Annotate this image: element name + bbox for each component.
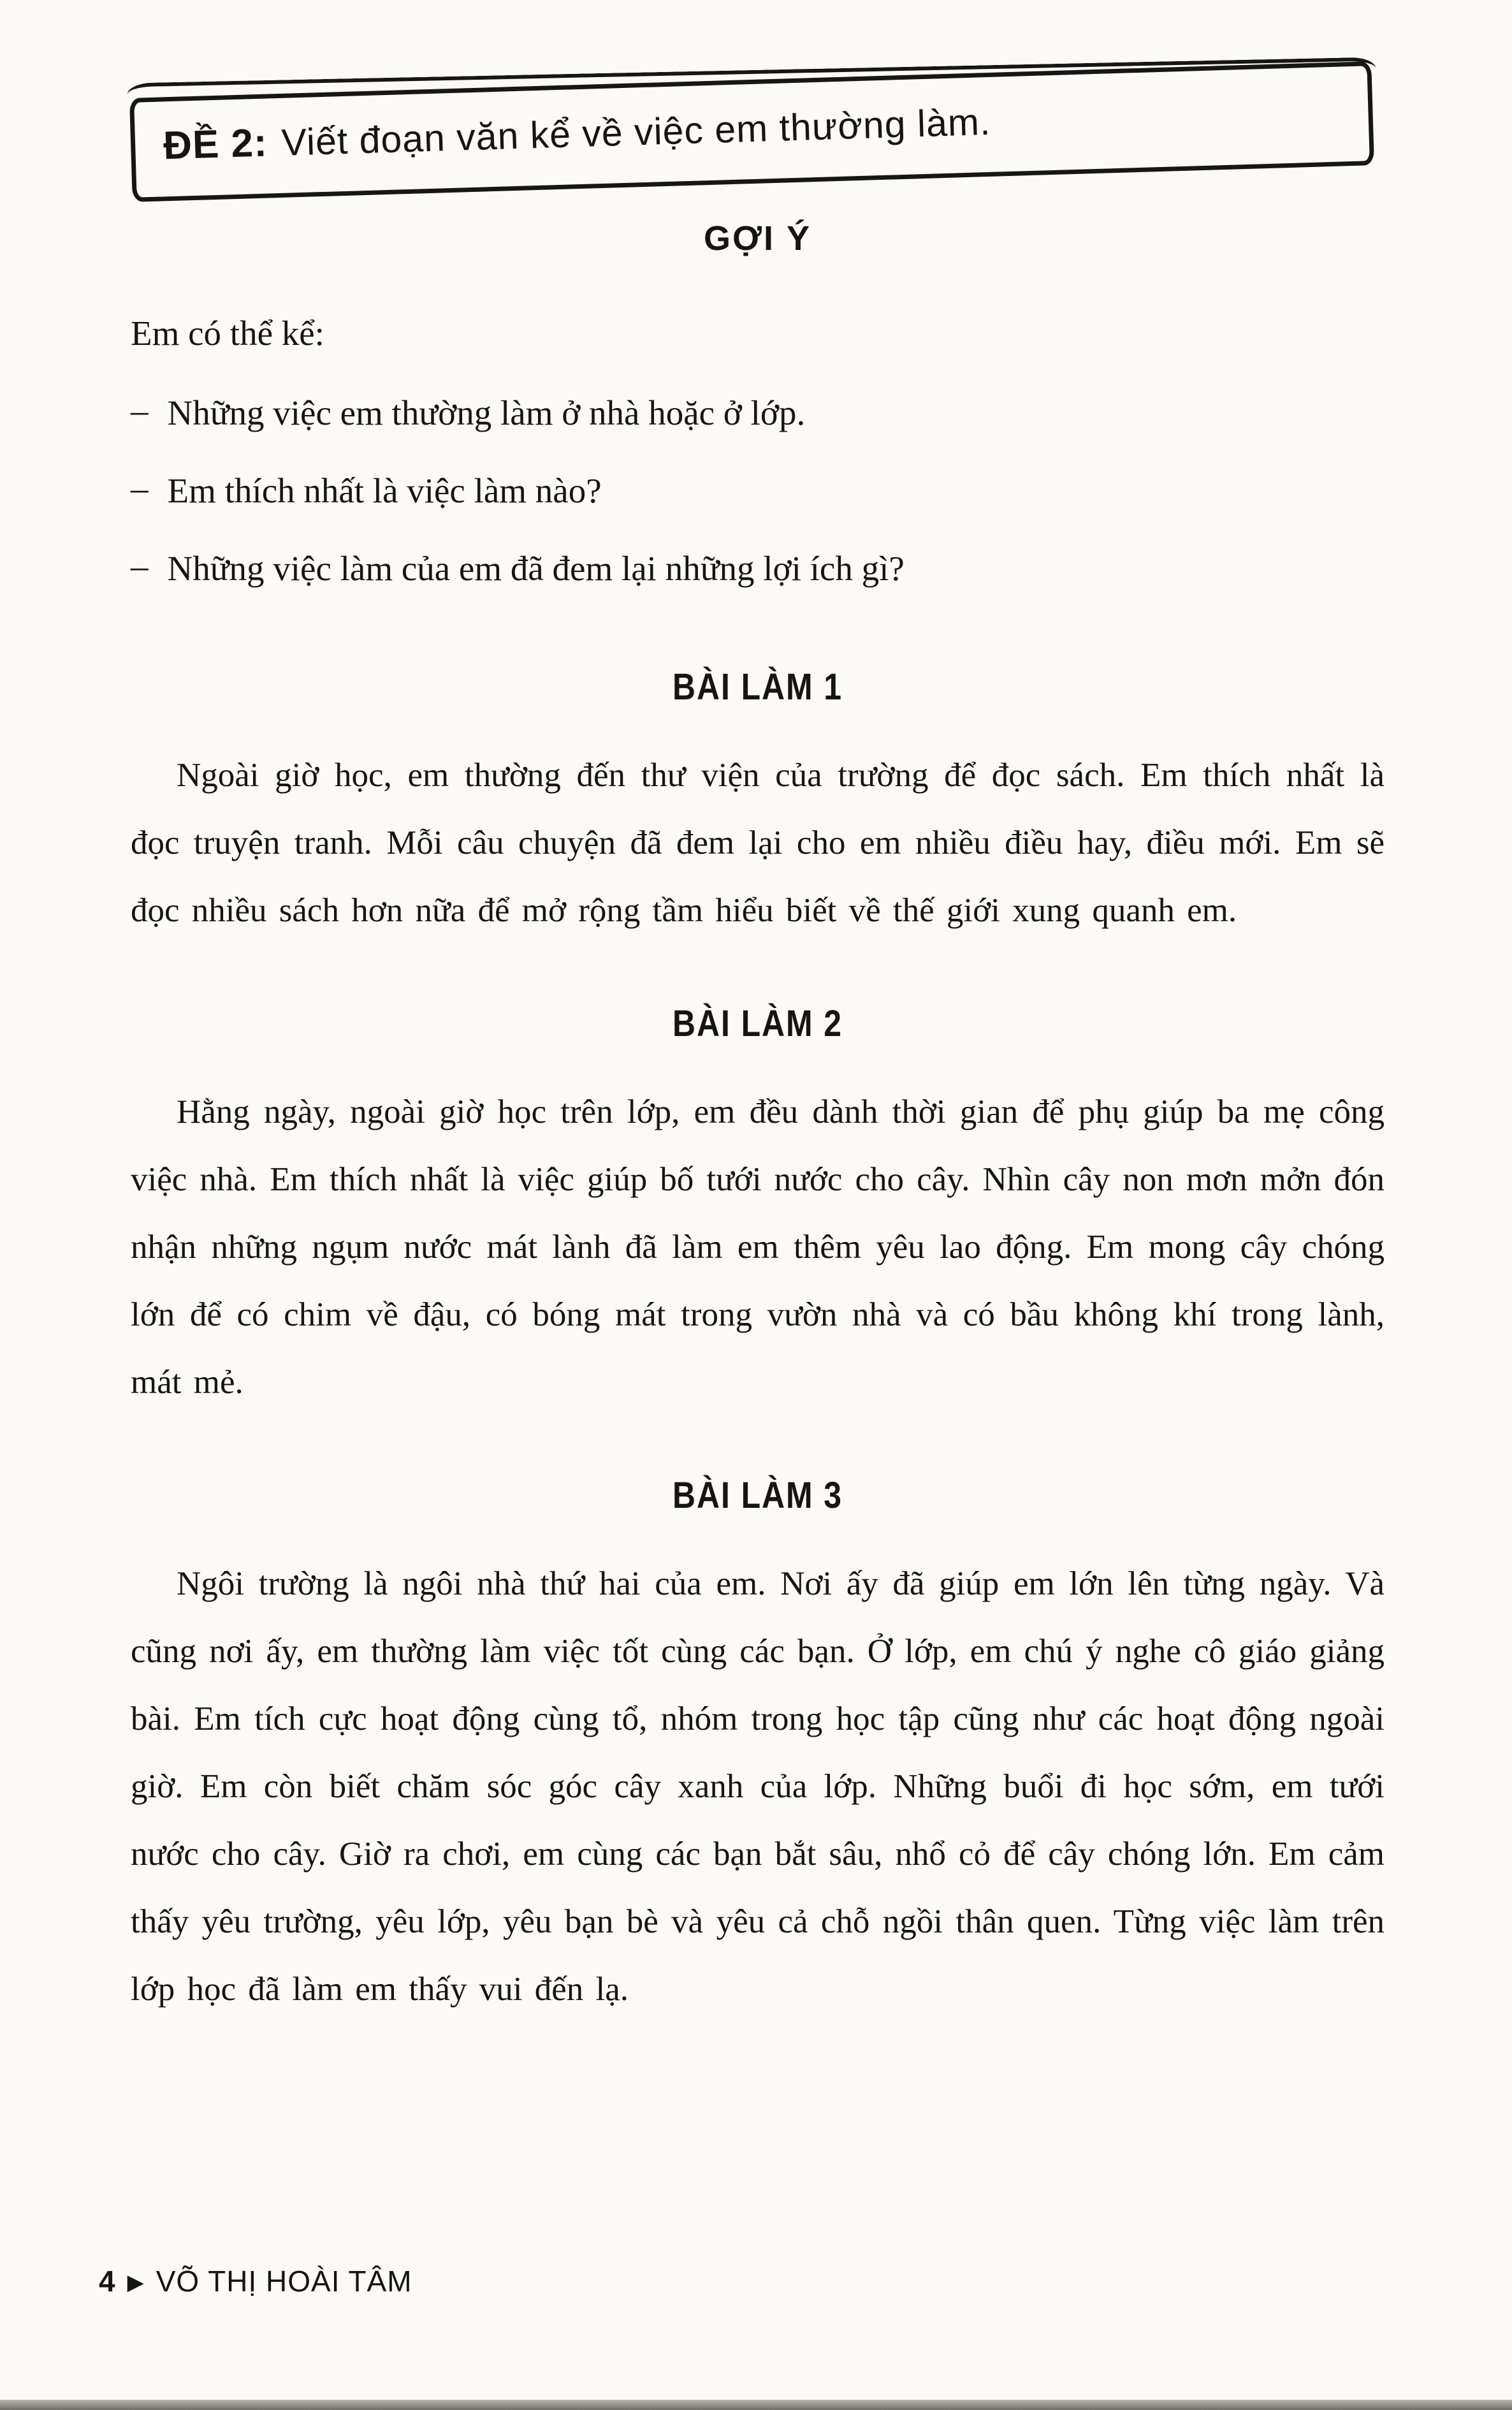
hint-item [131,374,1385,452]
footer-arrow-icon: ▶ [127,2270,145,2295]
essay-1-heading: BÀI LÀM 1 [672,666,843,708]
hint-dash-marker: – [131,390,149,430]
essay-2-heading: BÀI LÀM 2 [672,1003,843,1045]
hint-item-text: Những việc em thường làm ở nhà hoặc ở lớp. [167,393,806,432]
scan-bottom-edge [0,2400,1512,2410]
exercise-prompt [163,89,1341,169]
essay-3-heading: BÀI LÀM 3 [672,1475,843,1517]
essay-2-body: Hằng ngày, ngoài giờ học trên lớp, em đều dành thời gian để phụ giúp ba mẹ công việc nhà. Em thích nhất là việc giúp bố tưới nước cho cây. Nhìn cây non mơn mởn đón nhận những ngụm nước mát lành đã làm em thêm yêu lao động. Em mong cây chóng lớn để có chim về đậu, có bóng mát trong vườn nhà và có bầu không khí trong lành, mát mẻ. [131,1093,1385,1401]
hint-item-text: Những việc làm của em đã đem lại những lợi ích gì? [167,548,905,588]
page-number: 4 [99,2265,116,2298]
author-name: VÕ THỊ HOÀI TÂM [156,2265,412,2298]
hint-dash-marker: – [131,468,149,508]
hint-item-text: Em thích nhất là việc làm nào? [167,471,602,510]
essay-1-body: Ngoài giờ học, em thường đến thư viện của trường để đọc sách. Em thích nhất là đọc truyện tranh. Mỗi câu chuyện đã đem lại cho em nhiều điều hay, điều mới. Em sẽ đọc nhiều sách hơn nữa để mở rộng tầm hiểu biết về thế giới xung quanh em. [131,756,1385,929]
page-footer [99,2264,412,2298]
hint-dash-marker: – [131,546,149,585]
hint-item [131,452,1385,530]
hints-intro: Em có thể kể: [131,314,324,353]
exercise-number-label: ĐỀ 2: [163,120,268,168]
hints-section-heading: GỢI Ý [703,219,812,258]
exercise-prompt-text: Viết đoạn văn kể về việc em thường làm. [280,100,992,164]
exercise-prompt-box [129,61,1374,202]
essay-3-body: Ngôi trường là ngôi nhà thứ hai của em. Nơi ấy đã giúp em lớn lên từng ngày. Và cũng nơi ấy, em thường làm việc tốt cùng các bạn. Ở lớp, em chú ý nghe cô giáo giảng bài. Em tích cực hoạt động cùng tổ, nhóm trong học tập cũng như các hoạt động ngoài giờ. Em còn biết chăm sóc góc cây xanh của lớp. Những buổi đi học sớm, em tưới nước cho cây. Giờ ra chơi, em cùng các bạn bắt sâu, nhổ cỏ để cây chóng lớn. Em cảm thấy yêu trường, yêu lớp, yêu bạn bè và yêu cả chỗ ngồi thân quen. Từng việc làm trên lớp học đã làm em thấy vui đến lạ. [131,1565,1385,2008]
hint-item [131,530,1385,608]
